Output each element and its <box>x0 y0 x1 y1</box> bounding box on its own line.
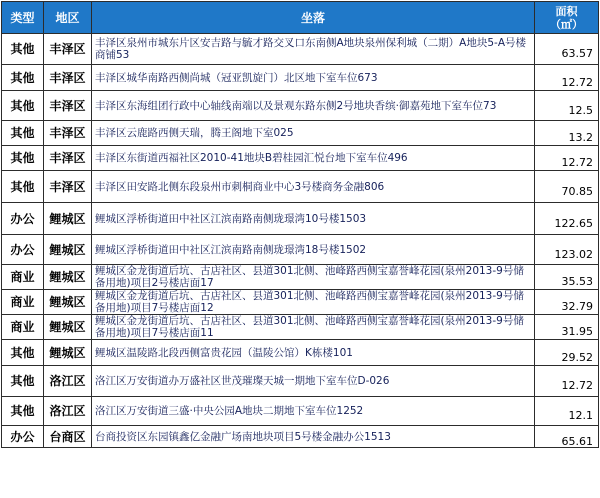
cell-district: 丰泽区 <box>44 146 92 171</box>
cell-type: 商业 <box>2 265 44 290</box>
cell-address: 鲤城区浮桥街道田中社区江滨南路南侧珑璟湾10号楼1503 <box>92 203 535 235</box>
cell-district: 鲤城区 <box>44 315 92 340</box>
area-value: 32.79 <box>561 300 593 313</box>
cell-type: 办公 <box>2 203 44 235</box>
cell-address: 鲤城区金龙街道后坑、古店社区、县道301北侧、池峰路西侧宝嘉誉峰花园(泉州2013-9号储备用地)项目7号楼店面11 <box>92 315 535 340</box>
cell-district: 丰泽区 <box>44 171 92 203</box>
cell-district: 鲤城区 <box>44 340 92 366</box>
cell-area <box>535 171 599 203</box>
cell-address: 鲤城区浮桥街道田中社区江滨南路南侧珑璟湾18号楼1502 <box>92 235 535 265</box>
table-row <box>2 34 599 65</box>
area-value: 31.95 <box>561 325 593 338</box>
cell-address: 洛江区万安街道办万盛社区世茂璀璨天城一期地下室车位D-026 <box>92 366 535 397</box>
cell-area <box>535 315 599 340</box>
cell-area <box>535 203 599 235</box>
area-value: 65.61 <box>561 434 593 448</box>
table-row <box>2 146 599 171</box>
table-row <box>2 366 599 397</box>
cell-address: 鲤城区金龙街道后坑、古店社区、县道301北侧、池峰路西侧宝嘉誉峰花园(泉州2013-9号储备用地)项目2号楼店面17 <box>92 265 535 290</box>
cell-address: 洛江区万安街道三盛·中央公园A地块二期地下室车位1252 <box>92 397 535 426</box>
cell-type: 其他 <box>2 340 44 366</box>
table-row <box>2 91 599 121</box>
table-row <box>2 171 599 203</box>
cell-area <box>535 146 599 171</box>
cell-address: 丰泽区云鹿路西侧天瑞，腾王阁地下室025 <box>92 121 535 146</box>
cell-address: 丰泽区东海组团行政中心轴线南端以及景观东路东侧2号地块香缤·御嘉苑地下室车位73 <box>92 91 535 121</box>
cell-area <box>535 397 599 426</box>
area-value: 70.85 <box>561 184 593 198</box>
header-area-unit: （㎡） <box>550 17 583 31</box>
area-value: 12.72 <box>561 379 593 392</box>
header-type: 类型 <box>2 2 44 34</box>
cell-address: 鲤城区金龙街道后坑、古店社区、县道301北侧、池峰路西侧宝嘉誉峰花园(泉州2013-9号储备用地)项目7号楼店面12 <box>92 290 535 315</box>
cell-address: 台商投资区东园镇鑫亿金融广场南地块项目5号楼金融办公1513 <box>92 426 535 448</box>
table-row <box>2 426 599 448</box>
cell-district: 鲤城区 <box>44 203 92 235</box>
area-value: 122.65 <box>554 216 593 230</box>
header-address: 坐落 <box>92 2 535 34</box>
table-row <box>2 397 599 426</box>
cell-address: 丰泽区城华南路西侧尚城（冠亚凯旋门）北区地下室车位673 <box>92 65 535 91</box>
cell-type: 其他 <box>2 65 44 91</box>
cell-address: 丰泽区田安路北侧东段泉州市刺桐商业中心3号楼商务金融806 <box>92 171 535 203</box>
cell-area <box>535 366 599 397</box>
table-row <box>2 65 599 91</box>
header-area-label: 面积 <box>555 4 578 18</box>
cell-district: 洛江区 <box>44 366 92 397</box>
cell-type: 其他 <box>2 146 44 171</box>
cell-district: 丰泽区 <box>44 121 92 146</box>
cell-type: 其他 <box>2 366 44 397</box>
cell-district: 鲤城区 <box>44 235 92 265</box>
table-row <box>2 265 599 290</box>
header-district: 地区 <box>44 2 92 34</box>
cell-area <box>535 290 599 315</box>
cell-district: 鲤城区 <box>44 265 92 290</box>
cell-type: 商业 <box>2 290 44 315</box>
cell-type: 其他 <box>2 121 44 146</box>
cell-address: 鲤城区温陵路北段西侧富贵花园（温陵公馆）K栋楼101 <box>92 340 535 366</box>
cell-district: 丰泽区 <box>44 34 92 65</box>
cell-area <box>535 121 599 146</box>
area-value: 123.02 <box>554 247 593 261</box>
area-value: 35.53 <box>561 275 593 288</box>
area-value: 12.5 <box>568 103 593 117</box>
area-value: 12.72 <box>561 156 593 169</box>
cell-address: 丰泽区东街道西福社区2010-41地块B碧桂园汇悦台地下室车位496 <box>92 146 535 171</box>
cell-type: 其他 <box>2 171 44 203</box>
area-value: 13.2 <box>568 131 593 144</box>
cell-area <box>535 426 599 448</box>
cell-area <box>535 65 599 91</box>
cell-type: 办公 <box>2 426 44 448</box>
property-table <box>1 1 599 448</box>
cell-district: 丰泽区 <box>44 65 92 91</box>
cell-address: 丰泽区泉州市城东片区安吉路与毓才路交叉口东南侧A地块泉州保利城（二期）A地块5-A号楼商铺53 <box>92 34 535 65</box>
table-header-row <box>2 2 599 34</box>
table-row <box>2 121 599 146</box>
table-row <box>2 340 599 366</box>
table-row <box>2 315 599 340</box>
table-row <box>2 290 599 315</box>
cell-district: 鲤城区 <box>44 290 92 315</box>
cell-district: 洛江区 <box>44 397 92 426</box>
cell-district: 台商区 <box>44 426 92 448</box>
cell-type: 其他 <box>2 397 44 426</box>
cell-area <box>535 340 599 366</box>
table-row <box>2 203 599 235</box>
cell-area <box>535 34 599 65</box>
table-row <box>2 235 599 265</box>
cell-area <box>535 235 599 265</box>
area-value: 63.57 <box>561 47 593 60</box>
area-value: 29.52 <box>561 350 593 364</box>
header-area <box>535 2 599 34</box>
cell-area <box>535 91 599 121</box>
cell-area <box>535 265 599 290</box>
cell-district: 丰泽区 <box>44 91 92 121</box>
area-value: 12.1 <box>568 409 593 422</box>
cell-type: 办公 <box>2 235 44 265</box>
area-value: 12.72 <box>561 75 593 89</box>
cell-type: 其他 <box>2 91 44 121</box>
cell-type: 商业 <box>2 315 44 340</box>
cell-type: 其他 <box>2 34 44 65</box>
